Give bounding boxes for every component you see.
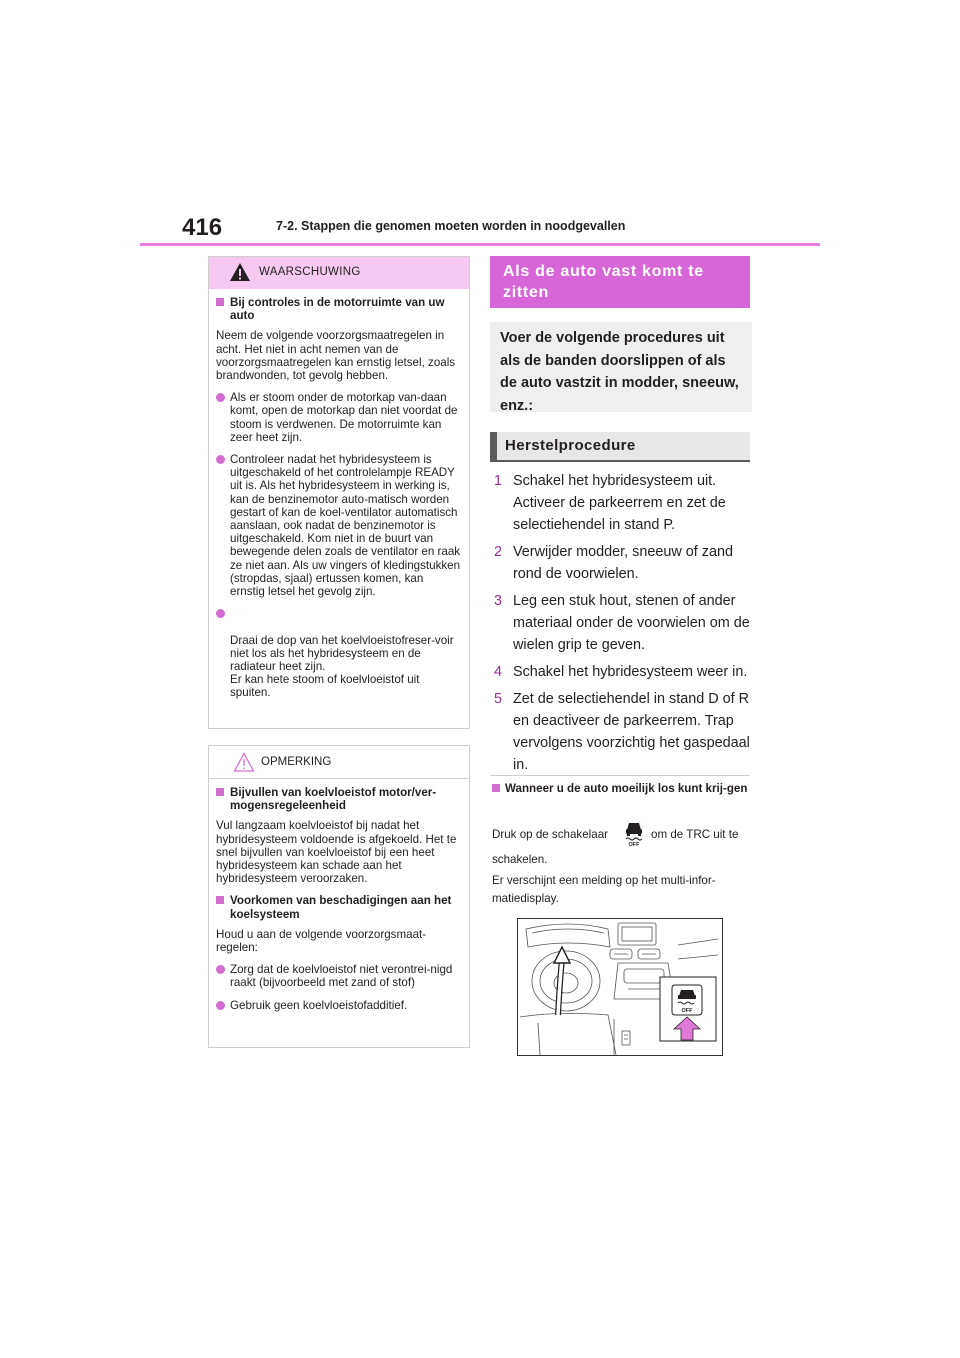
note-box bbox=[208, 745, 470, 1048]
section-title: Als de auto vast komt te zitten bbox=[490, 256, 750, 308]
square-bullet-icon bbox=[216, 788, 224, 796]
note-bullet: Zorg dat de koelvloeistof niet verontrei-nigd raakt (bijvoorbeeld met zand of stof) bbox=[216, 963, 461, 989]
square-bullet-icon bbox=[492, 784, 500, 792]
procedure-step bbox=[494, 688, 754, 776]
procedure-title: Herstelprocedure bbox=[490, 432, 750, 462]
note-heading: Bijvullen van koelvloeistof motor/ver-mogensregeleenheid bbox=[216, 786, 461, 812]
round-bullet-icon bbox=[216, 455, 225, 464]
instruction-text-start: Druk op de schakelaar bbox=[492, 828, 608, 841]
instruction-text-end: om de TRC uit te bbox=[651, 828, 739, 841]
warning-intro: Neem de volgende voorzorgsmaatregelen in acht. Het niet in acht nemen van de voorzorgsmaatregelen kan ernstig letsel, zoals brandwonden, tot gevolg hebben. bbox=[216, 329, 456, 383]
dashboard-drawing bbox=[518, 919, 723, 1056]
note-paragraph: Houd u aan de volgende voorzorgsmaat-regelen: bbox=[216, 927, 427, 955]
chapter-title: 7-2. Stappen die genomen moeten worden in noodgevallen bbox=[276, 219, 626, 233]
round-bullet-icon bbox=[216, 1001, 225, 1010]
procedure-steps bbox=[494, 470, 754, 781]
warning-header bbox=[209, 257, 469, 289]
warning-bullet: Draai de dop van het koelvloeistofreser-voir niet los als het hybridesysteem en de radiateur heet zijn. Er kan hete stoom of koelvloeistof uit spuiten. bbox=[216, 607, 461, 699]
trc-off-icon bbox=[623, 821, 645, 847]
round-bullet-icon bbox=[216, 609, 225, 618]
procedure-step bbox=[494, 470, 754, 536]
step-text: Verwijder modder, sneeuw of zand rond de voorwielen. bbox=[513, 544, 733, 582]
note-title: OPMERKING bbox=[261, 756, 332, 768]
note-heading: Voorkomen van beschadigingen aan het koelsysteem bbox=[216, 894, 461, 920]
warning-title: WAARSCHUWING bbox=[259, 266, 361, 278]
note-bullet: Gebruik geen koelvloeistofadditief. bbox=[216, 999, 461, 1012]
square-bullet-icon bbox=[216, 896, 224, 904]
step-number: 2 bbox=[494, 544, 503, 560]
procedure-step bbox=[494, 661, 754, 683]
step-text: Leg een stuk hout, stenen of ander materiaal onder de voorwielen om de wielen grip te geven. bbox=[513, 593, 750, 653]
warning-box bbox=[208, 256, 470, 729]
round-bullet-icon bbox=[216, 393, 225, 402]
step-number: 3 bbox=[494, 593, 503, 609]
procedure-step bbox=[494, 541, 754, 585]
dashboard-illustration bbox=[517, 918, 723, 1056]
step-text: Schakel het hybridesysteem weer in. bbox=[513, 664, 748, 680]
round-bullet-icon bbox=[216, 965, 225, 974]
warning-bullet: Controleer nadat het hybridesysteem is uitgeschakeld of het controlelampje READY uit is. Als het hybridesysteem in werking is, kan de benzinemotor auto-matisch worden gestart of kan de koel-ventilator automatisch aanslaan, ook nadat de benzinemotor is uitgeschakeld. Kom niet in de buurt van bewegende delen zoals de ventilator en raak ze niet aan. Als uw vingers of kledingstukken (stropdas, sjaal) ertussen komen, kan ernstig letsel het gevolg zijn. bbox=[216, 453, 461, 598]
section-divider bbox=[490, 775, 750, 776]
note-header bbox=[209, 746, 469, 779]
caution-triangle-icon bbox=[233, 752, 255, 772]
procedure-step bbox=[494, 590, 754, 656]
step-number: 1 bbox=[494, 473, 503, 489]
trc-off-label: OFF bbox=[628, 842, 640, 847]
step-number: 5 bbox=[494, 691, 503, 707]
square-bullet-icon bbox=[216, 298, 224, 306]
instruction-text-cont: schakelen. bbox=[492, 853, 548, 866]
step-number: 4 bbox=[494, 664, 503, 680]
warning-triangle-icon bbox=[229, 262, 251, 282]
trc-button-label: OFF bbox=[681, 1008, 693, 1014]
page-header bbox=[140, 208, 820, 248]
header-divider bbox=[140, 243, 820, 246]
note-paragraph: Vul langzaam koelvloeistof bij nadat het hybridesysteem voldoende is afgekoeld. Het te snel bijvullen van koelvloeistof bij een heet hybridesysteem kan schade aan het hybridesysteem veroorzaken. bbox=[216, 819, 457, 886]
subsection-heading: Wanneer u de auto moeilijk los kunt krij-gen bbox=[492, 782, 754, 795]
section-intro: Voer de volgende procedures uit als de banden doorslippen of als de auto vastzit in modder, sneeuw, enz.: bbox=[490, 322, 752, 412]
step-text: Schakel het hybridesysteem uit. Activeer de parkeerrem en zet de selectiehendel in stand P. bbox=[513, 473, 726, 533]
warning-heading: Bij controles in de motorruimte van uw auto bbox=[216, 296, 461, 322]
warning-bullet: Als er stoom onder de motorkap van-daan komt, open de motorkap dan niet voordat de stoom is verdwenen. De motorruimte kan zeer heet zijn. bbox=[216, 391, 461, 444]
step-text: Zet de selectiehendel in stand D of R en deactiveer de parkeerrem. Trap vervolgens voorzichtig het gaspedaal in. bbox=[513, 691, 750, 773]
info-text: Er verschijnt een melding op het multi-infor-matiedisplay. bbox=[492, 874, 716, 905]
page-number: 416 bbox=[182, 214, 223, 241]
